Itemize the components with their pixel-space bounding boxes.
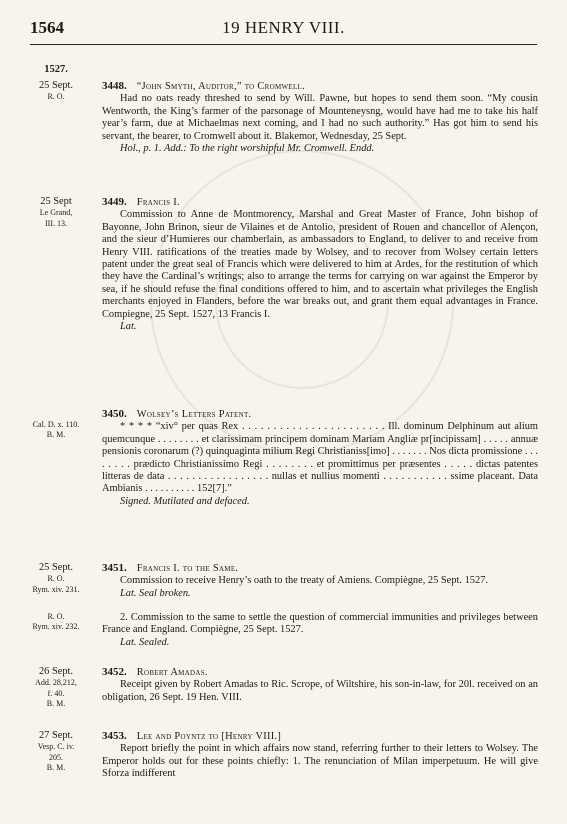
entry-ref: B. M. bbox=[46, 430, 66, 440]
entry-body bbox=[102, 666, 538, 704]
entry-date: 25 Sept. bbox=[38, 80, 74, 91]
entry-body bbox=[102, 612, 538, 649]
entry-margin bbox=[20, 730, 92, 773]
entry-number: 3453. bbox=[102, 730, 127, 742]
entry-note: Lat. Seal broken. bbox=[120, 587, 191, 599]
entry-text: 2. Commission to the same to settle the question of commercial immunities and privileges between France and England. Compiègne, 25 Sept. 1527. bbox=[102, 612, 538, 636]
entry-note: Lat. bbox=[120, 321, 137, 333]
entry-title: Robert Amadas. bbox=[136, 667, 208, 678]
entry-number: 3450. bbox=[102, 408, 127, 420]
entry-title: Francis I. bbox=[136, 197, 180, 208]
entry-ref: Le Grand, bbox=[39, 208, 73, 218]
entry-ref: Rym. xiv. 232. bbox=[32, 622, 80, 632]
running-title: 19 HENRY VIII. bbox=[222, 18, 345, 37]
entry-date: 27 Sept. bbox=[38, 730, 74, 741]
entry-number: 3452. bbox=[102, 666, 127, 678]
entry-body bbox=[102, 408, 538, 508]
entry-ref: Rym. xiv. 231. bbox=[32, 584, 80, 594]
entry-date: 25 Sept. bbox=[38, 562, 74, 573]
year-label: 1527. bbox=[44, 64, 68, 75]
entry-margin bbox=[20, 80, 92, 103]
entry-number: 3448. bbox=[102, 80, 127, 92]
entry-title: Francis I. to the Same. bbox=[136, 563, 239, 574]
entry-note: Signed. Mutilated and defaced. bbox=[120, 495, 250, 507]
entry-ref: B. M. bbox=[46, 698, 66, 708]
entry-text: Had no oats ready threshed to send by Will. Pawne, but hopes to send them soon. “My cousin Wentworth, the King’s farmer of the parsonage of Mounteneysng, would have had me to take his half year’s farm, due at Michaelmas next coming, and I had no such authority.” Has got him to send his servant, the bearer, to Cromwell about it. Blakemor, Wednesday, 25 Sept. bbox=[102, 93, 538, 142]
entry-ref: R. O. bbox=[47, 574, 65, 584]
entry-body bbox=[102, 80, 538, 155]
entry-title: Lee and Poyntz to [Henry VIII.] bbox=[136, 731, 282, 742]
entry-number: 3449. bbox=[102, 196, 127, 208]
header-rule bbox=[30, 44, 537, 45]
entry-ref: f. 40. bbox=[47, 688, 65, 698]
entry-ref: Vesp. C. iv. bbox=[37, 742, 75, 752]
entry-date: 25 Sept bbox=[40, 196, 72, 207]
entry-ref: 205. bbox=[49, 752, 63, 762]
page-header bbox=[30, 18, 537, 40]
entry-margin bbox=[20, 562, 92, 595]
entry-body bbox=[102, 196, 538, 333]
entry-text: Commission to receive Henry’s oath to the treaty of Amiens. Compiègne, 25 Sept. 1527. bbox=[120, 575, 488, 587]
entry-text: Commission to Anne de Montmorency, Marshal and Great Master of France, John bishop of Bayonne, John Brinon, sieur de Vilaines et de Antolio, president of Rouen and chancellor of Alençon, and the sieur d’Humieres our chamberlain, as ambassadors to England, to deliver to and receive from Henry VIII. ratifications of the treaties made by Wolsey, and to recover from Wolsey certain letters patent under the great seal of Francis which were delivered to him at Ardes, for the restitution of which they have the Cardinal’s writings; also to arrange the terms for carrying on war against the Emperor by sea, if he should refuse the final conditions offered to him, and to ascertain what privileges the English merchants enjoyed in Flanders, before the war breaks out, and grant them equal advantages in France. Compiegne, 25 Sept. 1527, 13 Francis I. bbox=[102, 209, 538, 320]
entry-title: Wolsey’s Letters Patent. bbox=[136, 409, 252, 420]
entry-ref: III. 13. bbox=[45, 218, 67, 228]
entry-number: 3451. bbox=[102, 562, 127, 574]
page-number: 1564 bbox=[30, 18, 64, 37]
entry-text: Report briefly the point in which affairs now stand, referring further to their letters to Wolsey. The Emperor holds out for these points chiefly: 1. The renunciation of Milan imperpetuum. He will give Sforza indifferent bbox=[102, 743, 538, 780]
entry-margin bbox=[20, 196, 92, 229]
entry-ref: Add. 28,212, bbox=[35, 678, 77, 688]
entry-note: Lat. Sealed. bbox=[120, 636, 170, 648]
entry-ref: Cal. D. x. 110. bbox=[32, 420, 80, 429]
entry-ref: R. O. bbox=[47, 612, 65, 621]
entry-margin bbox=[20, 666, 92, 709]
entry-text: * * * * “xiv° per quas Rex . . . . . . . . . . . . . . . . . . . . . . . Ill. dominum Delphinum aut alium quemcunque . . . . . . . . et clarissimam principem dominam Mariam Angliæ pr[incipissam] . . . . . annuæ pensionis coronarum (?) quinquaginta milium Regi Christianiss[imo] . . . . . . . Nos dicta promissione . . . . . . . . prædicto Christianissimo Regi . . . . . . . . et promittimus per præsentes . . . . . dictas patentes litteras de data . . . . . . . . . . . . . . . . . nullas et nullius momenti . . . . . . . . . . . ssime placeant. Data Ambianis . . . . . . . . . . 152[7].” bbox=[102, 421, 538, 495]
entry-margin bbox=[20, 612, 92, 632]
entry-note: Hol., p. 1. Add.: To the right worshipful Mr. Cromwell. Endd. bbox=[120, 143, 375, 155]
entry-date: 26 Sept. bbox=[38, 666, 74, 677]
entry-title: “John Smyth, Auditor,” to Cromwell. bbox=[136, 81, 306, 92]
entry-ref: R. O. bbox=[47, 92, 65, 102]
entry-body bbox=[102, 730, 538, 781]
entry-text: Receipt given by Robert Amadas to Ric. Scrope, of Wiltshire, his son-in-law, for 20l. received on an obligation, 26 Sept. 19 Hen. VIII. bbox=[102, 679, 538, 703]
entry-ref: B. M. bbox=[46, 762, 66, 772]
entry-body bbox=[102, 562, 538, 600]
entry-margin bbox=[20, 420, 92, 440]
